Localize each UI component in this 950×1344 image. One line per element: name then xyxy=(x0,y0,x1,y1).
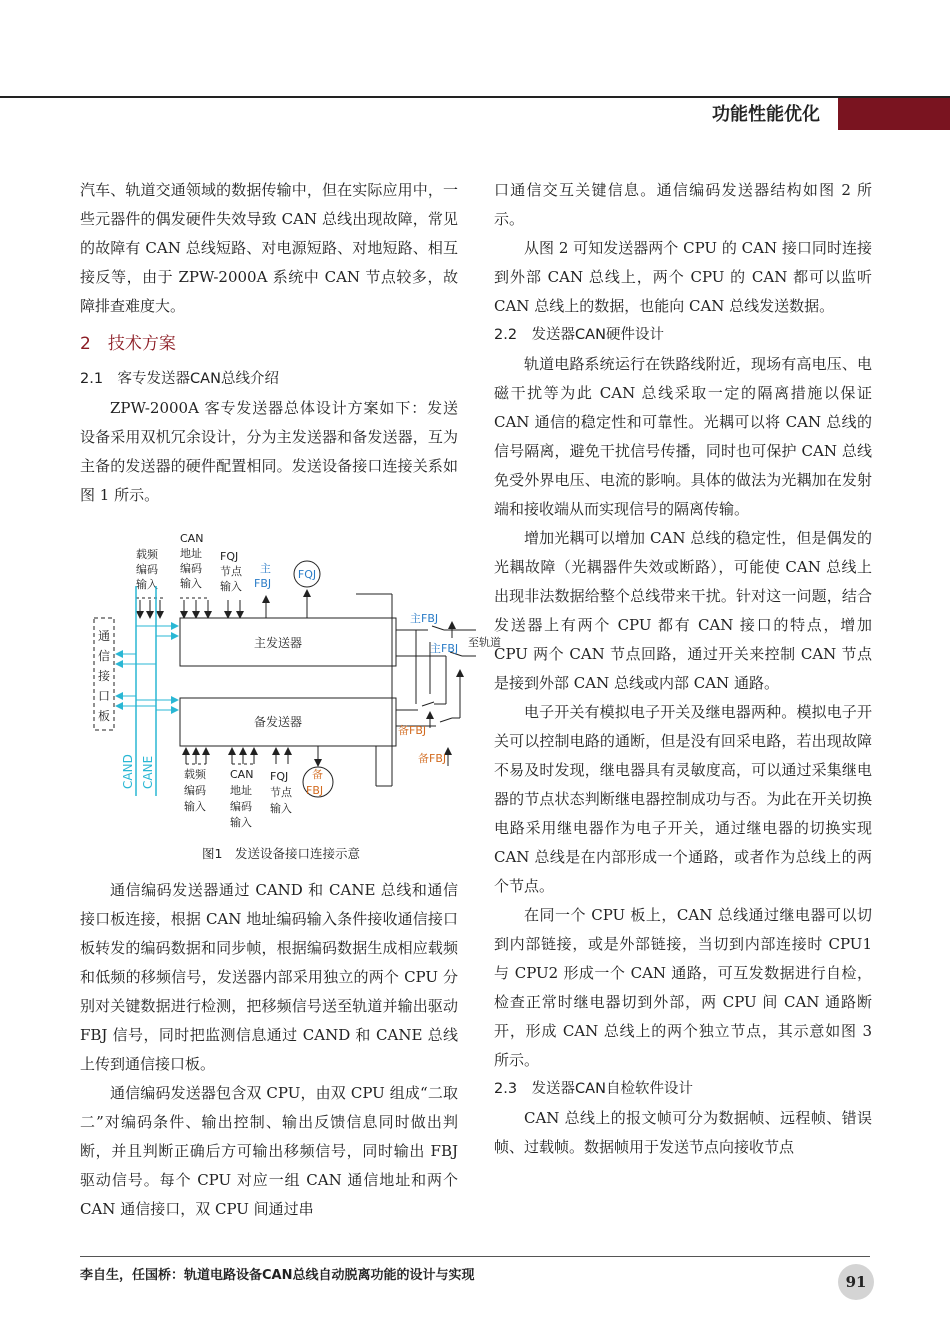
bottom-carrier-label: 载频 编码 输入 xyxy=(184,768,206,813)
main-fbj-label-1: 主FBJ xyxy=(410,612,439,625)
bottom-fqj-label: FQJ 节点 输入 xyxy=(270,770,292,815)
paragraph-c: 口通信交互关键信息。通信编码发送器结构如图 2 所示。 xyxy=(494,181,872,228)
figure-1-caption: 图1 发送设备接口连接示意 xyxy=(202,846,360,861)
paragraph-i: CAN 总线上的报文帧可分为数据帧、远程帧、错误帧、过载帧。数据帧用于发送节点向接收节点 xyxy=(494,1109,872,1156)
top-fqj-label: FQJ 节点 输入 xyxy=(220,550,242,593)
paragraph-e: 轨道电路系统运行在铁路线附近，现场有高电压、电磁干扰等为此 CAN 总线采取一定的隔离措施以保证 CAN 通信的稳定性和可靠性。光耦可以将 CAN 总线的信号隔离，避免干扰信号传播，同时也可保护 CAN 总线免受外界电压、电流的影响。具体的做法为光耦加在发射端和接收端从而实现信号的隔离传输。 xyxy=(494,355,872,518)
section-title: 功能性能优化 xyxy=(712,104,820,125)
to-track-label: 至轨道 xyxy=(468,636,501,649)
paragraph-f: 增加光耦可以增加 CAN 总线的稳定性，但是偶发的光耦故障（光耦器件失效或断路），可能使 CAN 总线上出现非法数据给整个总线带来干扰。针对这一问题，结合发送器上有两个 CPU 都有 CAN 接口的特点，增加 CPU 两个 CAN 节点回路，通过开关来控制 CAN 节点是接到外部 CAN 总线或内部 CAN 通路。 xyxy=(494,529,872,692)
right-column xyxy=(494,176,872,1162)
top-can-addr-label: CAN 地址 编码 输入 xyxy=(180,532,204,590)
footer-citation: 李自生，任国桥：轨道电路设备CAN总线自动脱离功能的设计与实现 xyxy=(80,1268,475,1283)
header-accent-block xyxy=(838,98,950,130)
backup-fbj-label-1: 备FBJ xyxy=(398,724,427,737)
page-number: 91 xyxy=(838,1264,874,1300)
paragraph-b: 通信编码发送器包含双 CPU，由双 CPU 组成“二取二”对编码条件、输出控制、输出反馈信息同时做出判断，并且判断正确后方可输出移频信号，同时输出 FBJ 驱动信号。每个 CPU 对应一组 CAN 通信地址和两个 CAN 通信接口，双 CPU 间通过串 xyxy=(80,1084,458,1218)
cane-label: CANE xyxy=(141,755,155,789)
top-carrier-label: 载频 编码 输入 xyxy=(136,548,158,591)
paragraph-2-1: ZPW-2000A 客专发送器总体设计方案如下：发送设备采用双机冗余设计，分为主发送器和备发送器，互为主备的发送器的硬件配置相同。发送设备接口连接关系如图 1 所示。 xyxy=(80,399,458,504)
bottom-can-addr-label: CAN 地址 编码 输入 xyxy=(230,768,254,829)
heading-technical-plan: 2 技术方案 xyxy=(80,334,176,354)
header-rule xyxy=(0,96,950,98)
cand-label: CAND xyxy=(121,754,135,789)
comm-board-label: 通 信 接 口 板 xyxy=(98,629,111,723)
heading-2-3: 2.3 发送器CAN自检软件设计 xyxy=(494,1081,693,1097)
heading-2-2: 2.2 发送器CAN硬件设计 xyxy=(494,327,664,343)
fqj-circle-label: FQJ xyxy=(297,568,317,581)
paragraph-a: 通信编码发送器通过 CAND 和 CANE 总线和通信接口板连接，根据 CAN 地址编码输入条件接收通信接口板转发的编码数据和同步帧，根据编码数据生成相应载频和低频的移频信号，发送器内部采用独立的两个 CPU 分别对关键数据进行检测，把移频信号送至轨道并输出驱动 FBJ 信号，同时把监测信息通过 CAND 和 CANE 总线上传到通信接口板。 xyxy=(80,881,458,1073)
paragraph-intro: 汽车、轨道交通领域的数据传输中，但在实际应用中，一些元器件的偶发硬件失效导致 CAN 总线出现故障，常见的故障有 CAN 总线短路、对电源短路、对地短路、相互接反等，由于 ZPW-2000A 系统中 CAN 节点较多，故障排查难度大。 xyxy=(80,181,458,315)
backup-transmitter-label: 备发送器 xyxy=(253,715,303,729)
main-fbj-label-2: 主FBJ xyxy=(430,642,459,655)
figure-1 xyxy=(56,514,501,844)
backup-fbj-label-2: 备FBJ xyxy=(418,752,447,765)
paragraph-g: 电子开关有模拟电子开关及继电器两种。模拟电子开关可以控制电路的通断，但是没有回采电路，若出现故障不易及时发现，继电器具有灵敏度高，可以通过采集继电器的节点状态判断继电器控制成功与否。为此在开关切换电路采用继电器作为电子开关，通过继电器的切换实现 CAN 总线是在内部形成一个通路，或者作为总线上的两个节点。 xyxy=(494,703,872,895)
footer-rule xyxy=(80,1256,870,1257)
paragraph-h: 在同一个 CPU 板上，CAN 总线通过继电器可以切到内部链接，或是外部链接，当切到内部连接时 CPU1 与 CPU2 形成一个 CAN 通路，可互发数据进行自检，检查正常时继电器切到外部，两 CPU 间 CAN 通路断开，形成 CAN 总线上的两个独立节点，其示意如图 3 所示。 xyxy=(494,906,872,1069)
interface-diagram xyxy=(56,514,501,844)
heading-2-1: 2.1 客专发送器CAN总线介绍 xyxy=(80,371,279,387)
top-main-fbj-label: 主 FBJ xyxy=(254,562,272,590)
main-transmitter-label: 主发送器 xyxy=(253,636,303,650)
bottom-backup-fbj-label: 备 FBJ xyxy=(306,768,324,797)
left-column xyxy=(80,176,501,1224)
paragraph-d: 从图 2 可知发送器两个 CPU 的 CAN 接口同时连接到外部 CAN 总线上，两个 CPU 的 CAN 都可以监听 CAN 总线上的数据，也能向 CAN 总线发送数据。 xyxy=(494,239,872,315)
